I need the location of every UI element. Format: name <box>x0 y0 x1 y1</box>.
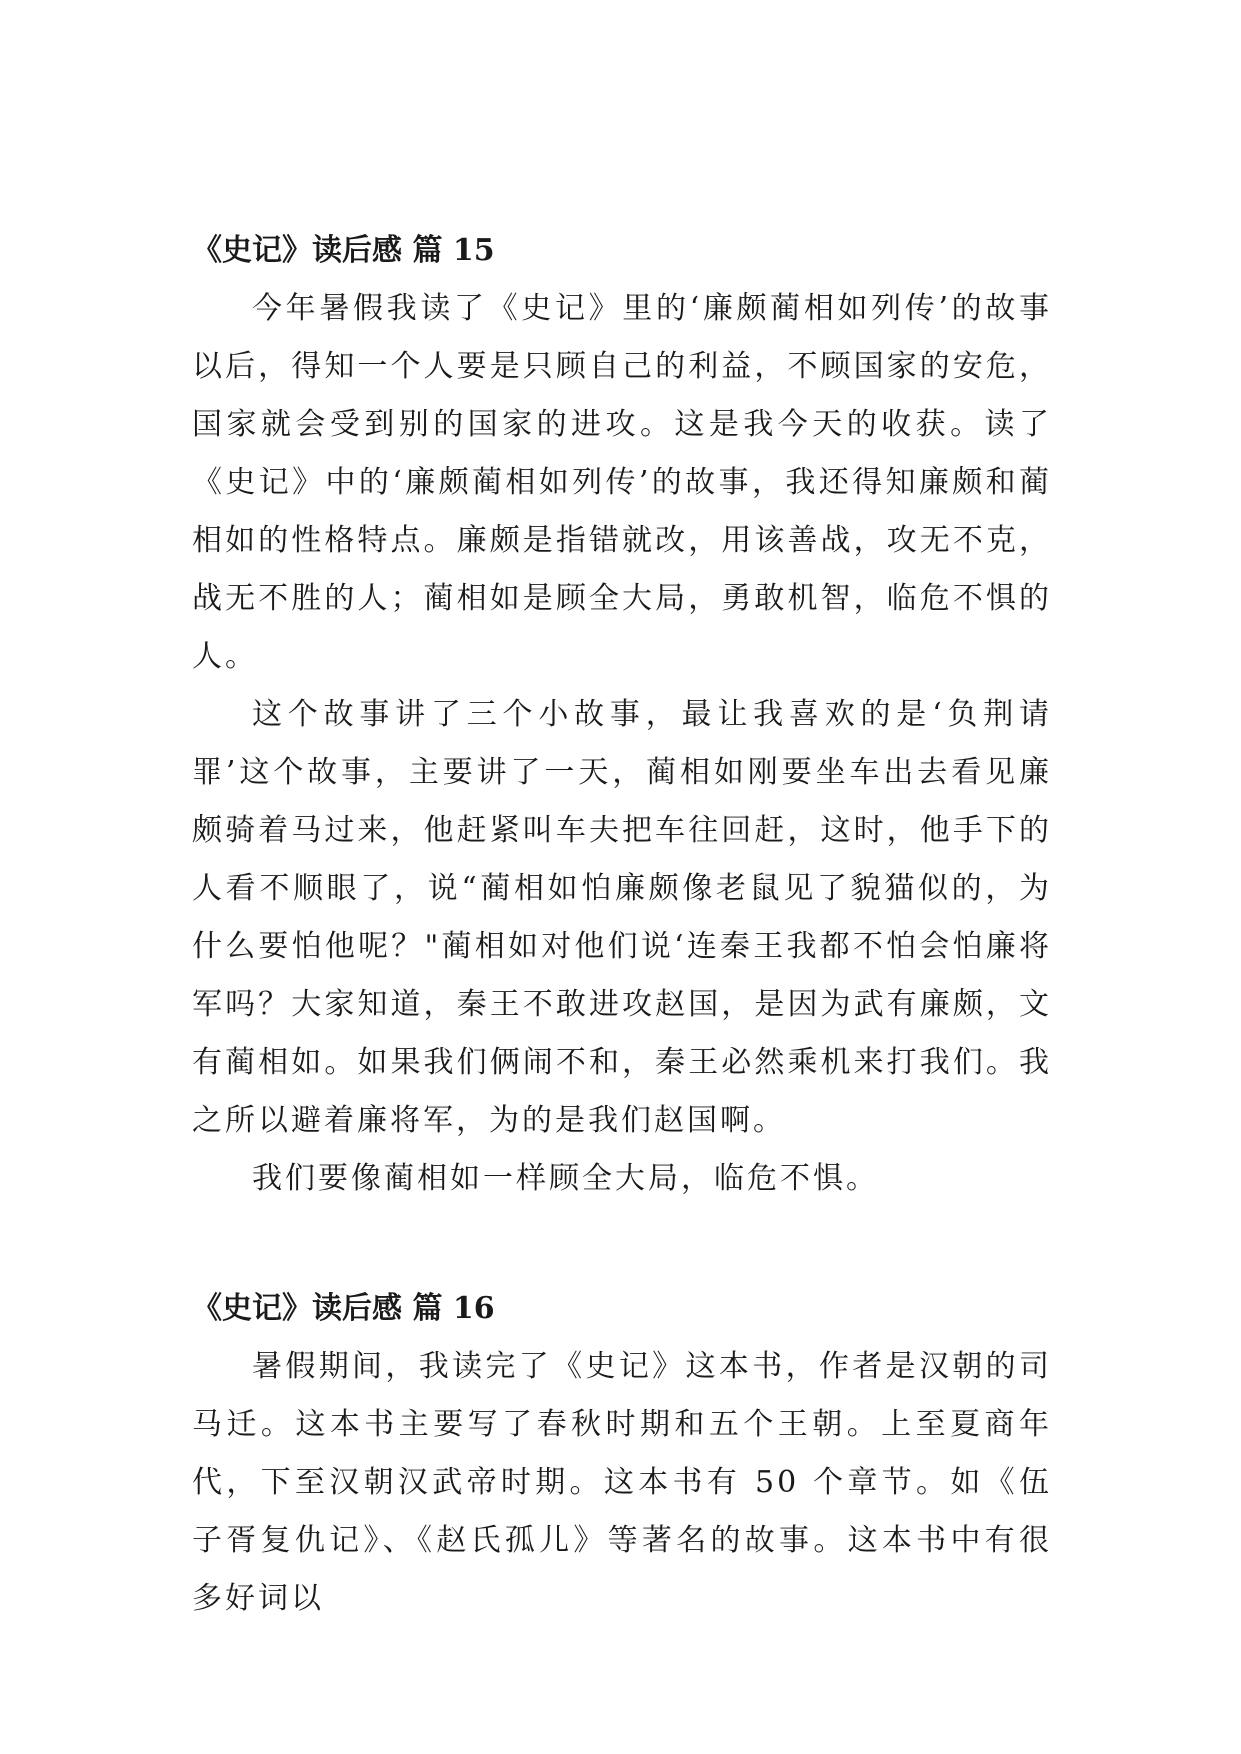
section-title: 《史记》读后感 篇 15 <box>192 233 495 268</box>
document-page <box>192 222 1052 1628</box>
essay-section-16 <box>192 1280 1052 1628</box>
paragraph: 这个故事讲了三个小故事，最让我喜欢的是‘负荆请罪’这个故事，主要讲了一天，蔺相如刚要坐车出去看见廉颇骑着马过来，他赶紧叫车夫把车往回赶，这时，他手下的人看不顺眼了，说“蔺相如怕廉颇像老鼠见了貌猫似的，为什么要怕他呢？"蔺相如对他们说‘连秦王我都不怕会怕廉将军吗？大家知道，秦王不敢进攻赵国，是因为武有廉颇，文有蔺相如。如果我们俩闹不和，秦王必然乘机来打我们。我之所以避着廉将军，为的是我们赵国啊。 <box>192 697 1052 1138</box>
paragraph: 今年暑假我读了《史记》里的‘廉颇蔺相如列传’的故事以后，得知一个人要是只顾自己的利益，不顾国家的安危，国家就会受到别的国家的进攻。这是我今天的收获。读了《史记》中的‘廉颇蔺相如列传’的故事，我还得知廉颇和蔺相如的性格特点。廉颇是指错就改，用该善战，攻无不克，战无不胜的人；蔺相如是顾全大局，勇敢机智，临危不惧的人。 <box>192 291 1052 674</box>
paragraph: 我们要像蔺相如一样顾全大局，临危不惧。 <box>252 1161 879 1196</box>
section-spacer <box>192 1208 1052 1280</box>
section-title: 《史记》读后感 篇 16 <box>192 1291 495 1326</box>
paragraph: 暑假期间，我读完了《史记》这本书，作者是汉朝的司马迁。这本书主要写了春秋时期和五个王朝。上至夏商年代，下至汉朝汉武帝时期。这本书有 50 个章节。如《伍子胥复仇记》、《赵氏孤儿》等著名的故事。这本书中有很多好词以 <box>192 1349 1052 1616</box>
essay-section-15 <box>192 222 1052 1208</box>
